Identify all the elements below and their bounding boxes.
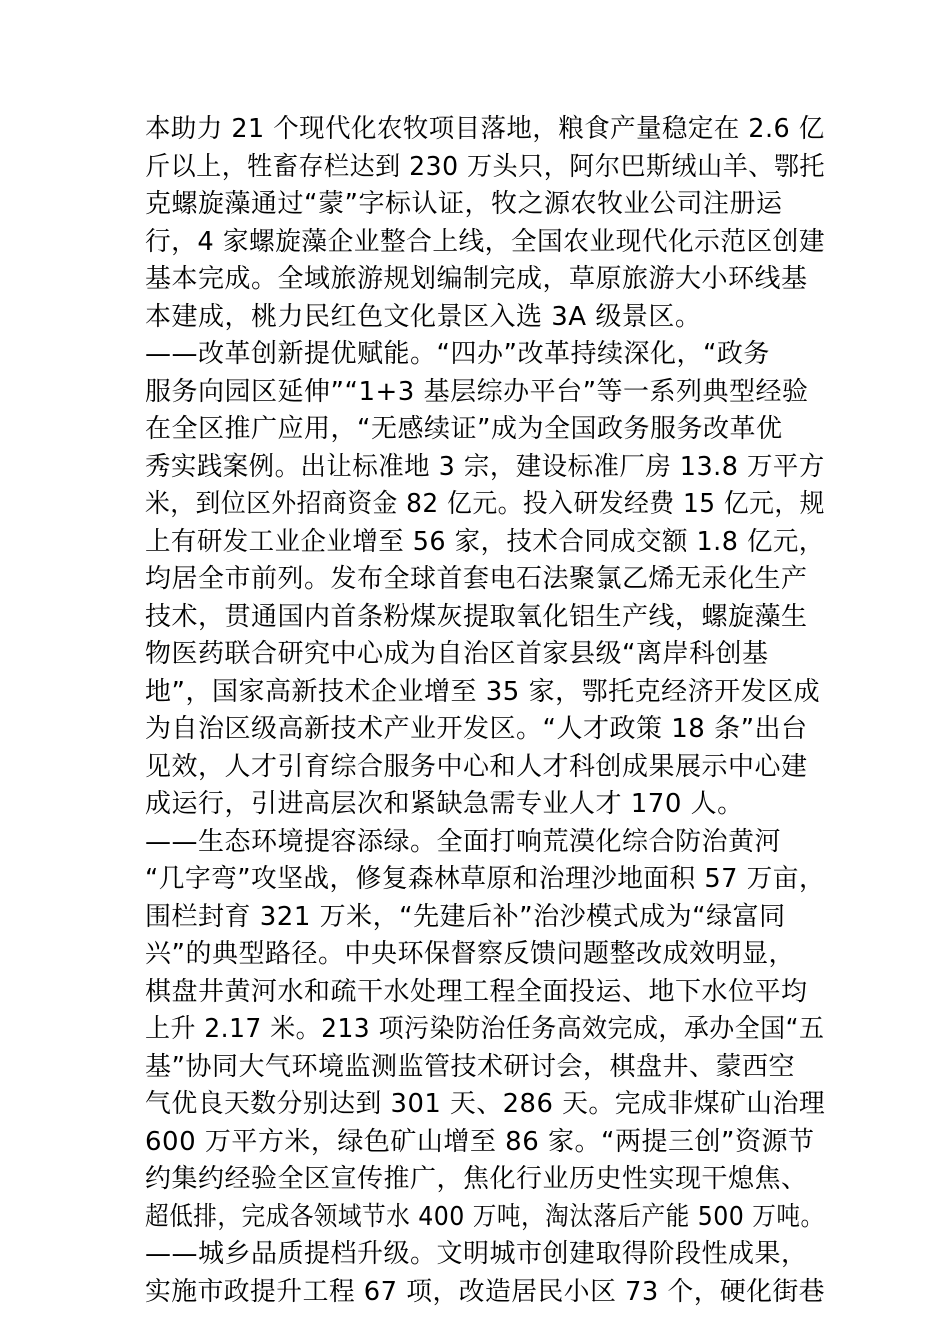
- text-line: 上升 2.17 米。213 项污染防治任务高效完成，承办全国“五: [145, 1014, 825, 1044]
- section-heading-line: ——城乡品质提档升级。文明城市创建取得阶段性成果，: [145, 1239, 808, 1269]
- text-line: 克螺旋藻通过“蒙”字标认证，牧之源农牧业公司注册运: [145, 189, 783, 219]
- text-line: 围栏封育 321 万米，“先建后补”治沙模式成为“绿富同: [145, 901, 786, 932]
- text-line: 物医药联合研究中心成为自治区首家县级“离岸科创基: [145, 639, 769, 669]
- text-line: “几字弯”攻坚战，修复森林草原和治理沙地面积 57 万亩，: [145, 864, 826, 894]
- text-line: 地”，国家高新技术企业增至 35 家，鄂托克经济开发区成: [145, 676, 821, 707]
- text-line: 基本完成。全域旅游规划编制完成，草原旅游大小环线基: [145, 264, 808, 294]
- text-line: 秀实践案例。出让标准地 3 宗，建设标准厂房 13.8 万平方: [145, 451, 825, 482]
- text-line: 技术，贯通国内首条粉煤灰提取氧化铝生产线，螺旋藻生: [145, 601, 808, 632]
- text-line: 600 万平方米，绿色矿山增至 86 家。“两提三创”资源节: [145, 1126, 815, 1157]
- text-line: 见效，人才引育综合服务中心和人才科创成果展示中心建: [145, 751, 808, 782]
- text-line: 为自治区级高新技术产业开发区。“人才政策 18 条”出台: [145, 714, 808, 744]
- text-line: 超低排，完成各领域节水 400 万吨，淘汰落后产能 500 万吨。: [145, 1201, 825, 1232]
- text-line: 在全区推广应用，“无感续证”成为全国政务服务改革优: [145, 414, 783, 444]
- text-line: 上有研发工业企业增至 56 家，技术合同成交额 1.8 亿元，: [145, 526, 825, 557]
- text-line: 实施市政提升工程 67 项，改造居民小区 73 个，硬化街巷: [145, 1276, 826, 1307]
- text-line: 气优良天数分别达到 301 天、286 天。完成非煤矿山治理: [145, 1089, 826, 1119]
- text-line: 斤以上，牲畜存栏达到 230 万头只，阿尔巴斯绒山羊、鄂托: [145, 151, 825, 182]
- text-line: 行，4 家螺旋藻企业整合上线，全国农业现代化示范区创建: [145, 226, 826, 257]
- text-line: 米，到位区外招商资金 82 亿元。投入研发经费 15 亿元，规: [145, 489, 825, 519]
- text-line: 基”协同大气环境监测监管技术研讨会，棋盘井、蒙西空: [145, 1051, 795, 1082]
- section-heading-line: ——改革创新提优赋能。“四办”改革持续深化，“政务: [145, 339, 770, 369]
- text-line: 约集约经验全区宣传推广，焦化行业历史性实现干熄焦、: [145, 1164, 808, 1194]
- section-heading-line: ——生态环境提容添绿。全面打响荒漠化综合防治黄河: [145, 826, 782, 857]
- text-line: 棋盘井黄河水和疏干水处理工程全面投运、地下水位平均: [145, 976, 808, 1007]
- text-line: 兴”的典型路径。中央环保督察反馈问题整改成效明显，: [145, 939, 795, 969]
- text-line: 服务向园区延伸”“1+3 基层综办平台”等一系列典型经验: [145, 376, 809, 407]
- body-text: [145, 111, 826, 1311]
- text-line: 均居全市前列。发布全球首套电石法聚氯乙烯无汞化生产: [145, 564, 808, 594]
- text-line: 本助力 21 个现代化农牧项目落地，粮食产量稳定在 2.6 亿: [145, 114, 825, 144]
- text-line: 成运行，引进高层次和紧缺急需专业人才 170 人。: [145, 789, 744, 819]
- text-line: 本建成，桃力民红色文化景区入选 3A 级景区。: [145, 301, 702, 332]
